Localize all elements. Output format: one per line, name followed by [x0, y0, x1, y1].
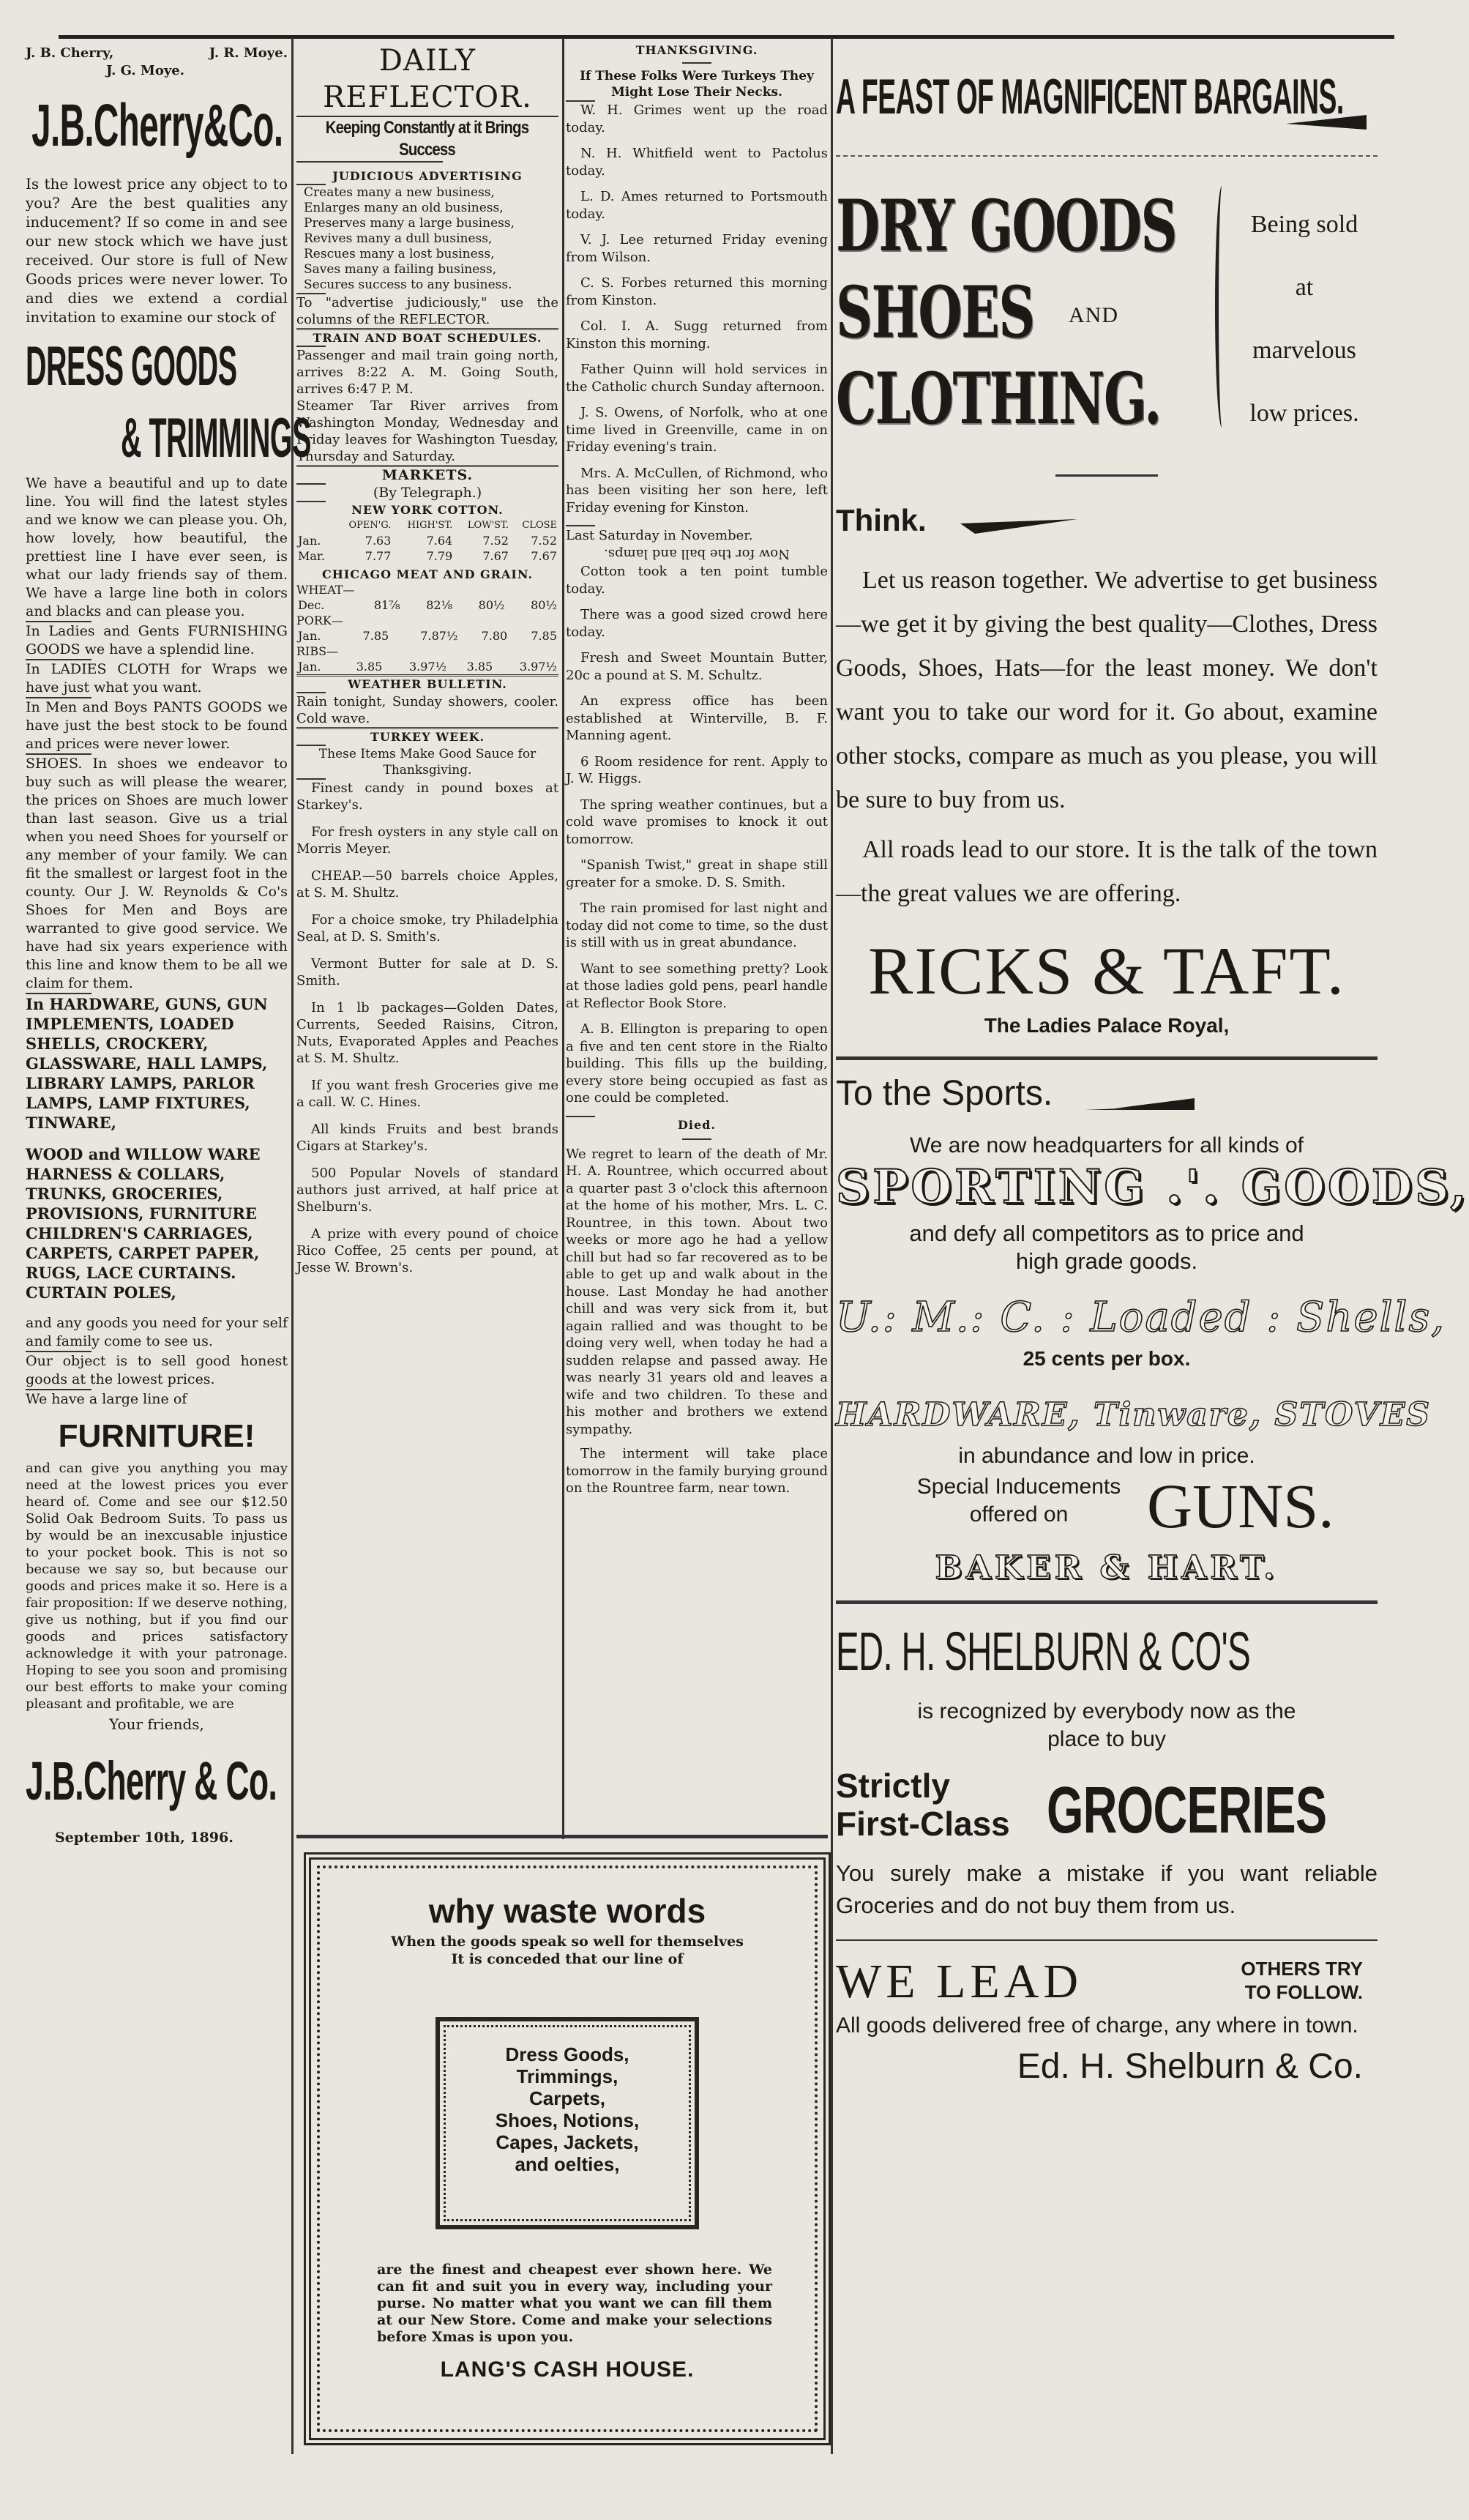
- advertising-line: Revives many a dull business,: [304, 231, 493, 246]
- turkey-heading: TURKEY WEEK.: [370, 730, 485, 744]
- died-heading: Died.: [678, 1117, 716, 1132]
- advertising-lines: [296, 185, 558, 293]
- local-item: Cotton took a ten point tumble today.: [566, 564, 828, 597]
- lang-advert-frame: [304, 1852, 831, 2445]
- local-item: Col. I. A. Sugg returned from Kinston this morning.: [566, 318, 828, 351]
- shoes-heading: SHOES: [836, 271, 1034, 354]
- table-row: [296, 597, 558, 613]
- pants-text: In Men and Boys PANTS GOODS we have just the best stock to be found and prices were never lower.: [26, 699, 288, 752]
- ribs-label: RIBS—: [296, 644, 339, 658]
- baker-hart: BAKER & HART.: [935, 1549, 1279, 1587]
- advertising-line: Secures success to any business.: [304, 277, 512, 292]
- weather-heading: WEATHER BULLETIN.: [348, 677, 507, 691]
- turkey-item: In 1 lb packages—Golden Dates, Currents, Seeded Raisins, Citron, Nuts, Evaporated Apples and Peaches at S. M. Shultz.: [296, 1000, 558, 1066]
- others-try: OTHERS TRY: [1241, 1958, 1363, 1980]
- think-text: Let us reason together. We advertise to get business—we get it by giving the best quality—Clothes, Dress Goods, Shoes, Hats—for the least money. We don't want you to take our word for it. Go about, examine other stocks, compare as much as you please, you will be sure to buy from us.: [836, 567, 1378, 813]
- wheat-table: [296, 597, 558, 613]
- table-cell: Jan.: [298, 660, 321, 674]
- turkey-item: A prize with every pound of choice Rico Coffee, 25 cents per pound, at Jesse W. Brown's.: [296, 1226, 558, 1275]
- being-sold-line: low prices.: [1249, 400, 1359, 427]
- being-sold-line: marvelous: [1252, 337, 1356, 364]
- local-item: An express office has been established at Winterville, B. F. Manning agent.: [566, 693, 828, 743]
- recognized-text: is recognized by everybody now as the place to buy: [917, 1699, 1296, 1751]
- we-lead-heading: WE LEAD: [836, 1955, 1083, 2008]
- hardware-stoves: HARDWARE, Tinware, STOVES: [836, 1396, 1432, 1434]
- staff-name-right: J. R. Moye.: [209, 45, 288, 61]
- pointer-icon: [1085, 1098, 1195, 1110]
- last-saturday: Last Saturday in November.: [566, 528, 753, 543]
- table-row: [296, 548, 558, 564]
- reflector-column: [296, 42, 558, 1829]
- local-item: Father Quinn will hold services in the Catholic church Sunday afternoon.: [566, 362, 828, 395]
- cherry-masthead: J.B.Cherry&Co.: [31, 92, 283, 159]
- brace: [1215, 186, 1229, 428]
- abundance-text: in abundance and low in price.: [958, 1444, 1255, 1468]
- lang-goods-item: Trimmings,: [516, 2065, 618, 2087]
- ricks-taft-name: RICKS & TAFT.: [868, 933, 1345, 1008]
- groceries-heading: GROCERIES: [1047, 1774, 1327, 1847]
- advertising-line: Preserves many a large business,: [304, 216, 515, 231]
- cotton-heading: NEW YORK COTTON.: [351, 503, 504, 517]
- rule: [836, 1939, 1378, 1941]
- table-cell: 3.85: [356, 660, 383, 674]
- pointer-icon: [960, 519, 1077, 534]
- lang-goods-item: and oelties,: [515, 2153, 620, 2175]
- local-item: The spring weather continues, but a cold wave promises to knock it out tomorrow.: [566, 797, 828, 847]
- turkey-items: [296, 780, 558, 1276]
- table-cell: 7.64: [426, 534, 453, 548]
- local-item: Fresh and Sweet Mountain Butter, 20c a pound at S. M. Schultz.: [566, 650, 828, 683]
- markets-heading: MARKETS.: [381, 467, 474, 483]
- think-heading: Think.: [836, 503, 927, 537]
- turkey-item: Vermont Butter for sale at D. S. Smith.: [296, 956, 558, 988]
- thanksgiving-column: [566, 42, 828, 1829]
- clothing-heading: CLOTHING.: [836, 357, 1161, 440]
- dress-goods-heading: DRESS GOODS: [26, 335, 237, 398]
- table-cell: 7.67: [531, 549, 557, 563]
- shelburn-signature: Ed. H. Shelburn & Co.: [1017, 2047, 1363, 2086]
- local-item: 6 Room residence for rent. Apply to J. W. Higgs.: [566, 753, 828, 786]
- thanksgiving-heading: THANKSGIVING.: [635, 43, 758, 57]
- train-heading: TRAIN AND BOAT SCHEDULES.: [313, 331, 542, 345]
- table-cell: 7.85: [362, 629, 389, 643]
- wheat-label: WHEAT—: [296, 583, 355, 597]
- lang-top-rule: [296, 1835, 828, 1838]
- hardware-list: In HARDWARE, GUNS, GUN IMPLEMENTS, LOADED SHELLS, CROCKERY, GLASSWARE, HALL LAMPS, LIBRARY LAMPS, PARLOR LAMPS, LAMP FIXTURES, TINWARE,: [26, 995, 268, 1132]
- local-item: "Spanish Twist," great in shape still greater for a smoke. D. S. Smith.: [566, 857, 828, 890]
- lang-name: LANG'S CASH HOUSE.: [440, 2357, 695, 2382]
- advertising-line: Saves many a failing business,: [304, 262, 497, 277]
- lang-inner-frame: [436, 2017, 699, 2229]
- local-item: N. H. Whitfield went to Pactolus today.: [566, 146, 828, 179]
- first-class-text: First-Class: [836, 1805, 1010, 1843]
- lang-sub2: It is conceded that our line of: [451, 1951, 684, 1967]
- table-cell: 7.79: [426, 549, 453, 563]
- turkey-item: If you want fresh Groceries give me a call. W. C. Hines.: [296, 1078, 558, 1110]
- separator: [682, 1138, 711, 1140]
- column-rule-3: [831, 38, 833, 2454]
- chicago-heading: CHICAGO MEAT AND GRAIN.: [321, 567, 534, 581]
- turkey-sub: These Items Make Good Sauce for Thanksgiving.: [318, 747, 537, 778]
- table-cell: 7.77: [365, 549, 392, 563]
- staff-name-left: J. B. Cherry,: [26, 45, 114, 61]
- reflector-motto: Keeping Constantly at it Brings Success: [325, 118, 529, 160]
- column-rule-2: [562, 38, 564, 1839]
- any-goods-text: and any goods you need for your self and family come to see us.: [26, 1315, 288, 1349]
- wood-list: WOOD and WILLOW WARE HARNESS & COLLARS, TRUNKS, GROCERIES, PROVISIONS, FURNITURE CHILDREN'S CARRIAGES, CARPETS, CARPET PAPER, RUGS, LACE CURTAINS. CURTAIN POLES,: [26, 1145, 261, 1302]
- guns-heading: GUNS.: [1147, 1471, 1334, 1541]
- table-row: [296, 659, 558, 674]
- advertising-line: Creates many a new business,: [304, 185, 495, 200]
- ricks-taft-goods: [836, 186, 1378, 464]
- separator: [682, 62, 711, 64]
- being-sold-line: Being sold: [1250, 211, 1358, 238]
- lang-body: are the finest and cheapest ever shown here. We can fit and suit you in every way, including your purse. No matter what you want we can fill them at our New Store. Come and make your selections before Xmas is upon you.: [377, 2262, 772, 2345]
- advertise-note: To "advertise judiciously," use the columns of the REFLECTOR.: [296, 295, 558, 327]
- pointer-icon: [1286, 115, 1367, 130]
- thanksgiving-items: [566, 102, 828, 516]
- dry-goods-heading: DRY GOODS: [836, 184, 1177, 267]
- local-item: W. H. Grimes went up the road today.: [566, 102, 828, 135]
- lang-goods-item: Shoes, Notions,: [495, 2109, 640, 2131]
- furniture-heading: FURNITURE!: [58, 1418, 255, 1454]
- sporting-goods-heading: SPORTING .'. GOODS,: [836, 1160, 1469, 1215]
- interment-text: The interment will take place tomorrow in the family burying ground on the Rountree farm, near town.: [566, 1446, 828, 1496]
- table-cell: 3.97½: [408, 660, 447, 674]
- cotton-table: [296, 518, 558, 564]
- rule: [836, 1056, 1378, 1060]
- trimmings-heading: & TRIMMINGS: [121, 407, 311, 469]
- staff-name-center: J. G. Moye.: [106, 63, 185, 78]
- cherry-signature: J.B.Cherry & Co.: [26, 1751, 277, 1811]
- table-row: [296, 533, 558, 548]
- right-adverts: [836, 45, 1469, 2461]
- table-cell: 7.52: [531, 534, 557, 548]
- top-rule: [59, 35, 1394, 39]
- table-cell: 7.87½: [420, 629, 458, 643]
- local-item: L. D. Ames returned to Portsmouth today.: [566, 189, 828, 222]
- local-item: The rain promised for last night and today did not come to time, so the dust is still with us in great abundance.: [566, 901, 828, 950]
- pork-table: [296, 628, 558, 644]
- lang-goods-item: Dress Goods,: [505, 2043, 629, 2065]
- upside-down-line: Now for the ball and lamps.: [604, 546, 790, 562]
- ribs-table: [296, 659, 558, 674]
- table-cell: 82⅛: [426, 598, 453, 612]
- cloth-text: In LADIES CLOTH for Wraps we have just what you want.: [26, 661, 288, 696]
- steamer-text: Steamer Tar River arrives from Washington Monday, Wednesday and Friday leaves for Washington Tuesday, Thursday and Saturday.: [296, 398, 558, 464]
- turkey-item: For fresh oysters in any style call on Morris Meyer.: [296, 824, 558, 857]
- local-item: C. S. Forbes returned this morning from Kinston.: [566, 275, 828, 308]
- rule: [1055, 474, 1158, 477]
- table-cell: 7.67: [482, 549, 509, 563]
- table-cell: Mar.: [298, 549, 325, 563]
- column-rule-1: [291, 38, 294, 2454]
- markets-sub: (By Telegraph.): [373, 485, 482, 501]
- furnishing-text: In Ladies and Gents FURNISHING GOODS we have a splendid line.: [26, 623, 288, 657]
- cents-per-box: 25 cents per box.: [1023, 1347, 1191, 1370]
- advertising-heading: JUDICIOUS ADVERTISING: [332, 169, 523, 183]
- column-header: CLOSE: [522, 520, 557, 531]
- local-item: J. S. Owens, of Norfolk, who at one time lived in Greenville, came in on Friday evening's train.: [566, 405, 828, 455]
- friends-text: Your friends,: [109, 1715, 204, 1733]
- lang-goods-list: [455, 2043, 680, 2175]
- lang-goods-item: Carpets,: [528, 2087, 606, 2109]
- turkey-item: Finest candy in pound boxes at Starkey's.: [296, 780, 558, 813]
- table-cell: 80½: [478, 598, 505, 612]
- large-line-text: We have a large line of: [26, 1391, 187, 1407]
- local-item: V. J. Lee returned Friday evening from Wilson.: [566, 232, 828, 265]
- turkey-item: CHEAP.—50 barrels choice Apples, at S. M. Shultz.: [296, 868, 558, 901]
- table-cell: 3.85: [466, 660, 493, 674]
- table-cell: 7.85: [531, 629, 557, 643]
- being-sold-line: at: [1295, 274, 1314, 301]
- table-header-row: [296, 518, 558, 533]
- pork-label: PORK—: [296, 614, 343, 627]
- thanksgiving-sub: If These Folks Were Turkeys They Might Lose Their Necks.: [580, 69, 814, 100]
- special-inducements: Special Inducements: [916, 1475, 1121, 1499]
- local-items: [566, 563, 828, 1107]
- local-item: There was a good sized crowd here today.: [566, 607, 828, 640]
- mistake-text: You surely make a mistake if you want reliable Groceries and do not buy them from us.: [836, 1860, 1378, 1918]
- umc-shells: U.: M.: C. : Loaded : Shells,: [836, 1294, 1446, 1341]
- table-cell: 80½: [531, 598, 557, 612]
- date-line: September 10th, 1896.: [55, 1830, 233, 1846]
- shoes-text: SHOES. In shoes we endeavor to buy such as will please the wearer, the prices on Shoes are much lower than last season. Give us a trial when you need Shoes for yourself or any member of your family. We can fit the smallest or largest foot in the county. Our J. W. Reynolds & Co's Shoes for Men and Boys are warranted to give good service. We have had six years experience with this line and know them to be all we claim for them.: [26, 756, 288, 991]
- object-text: Our object is to sell good honest goods at the lowest prices.: [26, 1353, 288, 1387]
- being-sold-text: [1231, 193, 1378, 445]
- shelburn-heading: ED. H. SHELBURN & CO'S: [836, 1621, 1251, 1682]
- table-cell: Jan.: [298, 534, 321, 548]
- advertising-line: Enlarges many an old business,: [304, 201, 504, 215]
- table-cell: 81⅞: [373, 598, 400, 612]
- advertising-line: Rescues many a lost business,: [304, 247, 495, 261]
- column-header: HIGH'ST.: [407, 520, 453, 531]
- table-cell: 3.97½: [519, 660, 557, 674]
- column-header: OPEN'G.: [348, 520, 392, 531]
- lang-title: why waste words: [428, 1892, 706, 1930]
- defy-text: and defy all competitors as to price and high grade goods.: [909, 1220, 1304, 1274]
- table-cell: 7.63: [365, 534, 392, 548]
- table-row: [296, 628, 558, 644]
- rule: [836, 1600, 1378, 1604]
- offered-on: offered on: [969, 1502, 1069, 1526]
- separator: [296, 161, 443, 163]
- table-cell: Jan.: [298, 629, 321, 643]
- trimmings-text: We have a beautiful and up to date line. You will find the latest styles and we know we can please you. Oh, how lovely, how beautiful, the prettiest line I have ever seen, is what our lady friends say of them. We have a large line both in colors and blacks and can please you.: [26, 475, 288, 619]
- delivered-text: All goods delivered free of charge, any where in town.: [836, 2013, 1358, 2038]
- sports-heading: To the Sports.: [836, 1074, 1053, 1113]
- turkey-item: 500 Popular Novels of standard authors just arrived, at half price at Shelburn's.: [296, 1166, 558, 1215]
- headquarters-text: We are now headquarters for all kinds of: [909, 1133, 1304, 1158]
- local-item: Want to see something pretty? Look at those ladies gold pens, pearl handle at Reflector Book Store.: [566, 961, 828, 1011]
- local-item: A. B. Ellington is preparing to open a five and ten cent store in the Rialto building. This fills up the building, every store being occupied as fast as one could be completed.: [566, 1021, 828, 1106]
- ladies-palace: The Ladies Palace Royal,: [984, 1014, 1230, 1037]
- table-cell: Dec.: [298, 598, 325, 612]
- column-header: [296, 518, 334, 533]
- local-item: Mrs. A. McCullen, of Richmond, who has been visiting her son here, left Friday evening for Kinston.: [566, 465, 828, 515]
- died-text: We regret to learn of the death of Mr. H. A. Rountree, which occurred about a quarter past 3 o'clock this afternoon at the home of his mother, Mrs. L. C. Rountree, in this town. About two weeks or more ago he had a yellow chill but had so far recovered as to be able to get up and walk about in the house. Last Monday he had another chill and was very sick from it, but again rallied and was thought to be doing very well, when today he had a sudden relapse and passed away. He was nearly 31 years old and leaves a wife and two children. To these and his mother and brothers we extend sympathy.: [566, 1146, 828, 1437]
- furniture-text: and can give you anything you may need at the lowest prices you ever heard of. Come and see our $12.50 Solid Oak Bedroom Suits. To pass us by would be an inexcusable injustice to your pocket book. This is not so because we say so, but because our goods and prices make it so. Here is a fair proposition: If we deserve nothing, give us nothing, but if you find our goods and prices satisfactory acknowledge it with your patronage. Hoping to see you soon and promising our best efforts to make your coming pleasant and profitable, we are: [26, 1461, 288, 1712]
- turkey-item: For a choice smoke, try Philadelphia Seal, at D. S. Smith's.: [296, 912, 558, 944]
- weather-text: Rain tonight, Sunday showers, cooler. Cold wave.: [296, 694, 558, 726]
- lang-sub1: When the goods speak so well for themselves: [391, 1934, 744, 1950]
- train-text: Passenger and mail train going north, arrives 8:22 A. M. Going South, arrives 6:47 P. M.: [296, 348, 558, 397]
- table-cell: 7.52: [482, 534, 509, 548]
- turkey-item: All kinds Fruits and best brands Cigars at Starkey's.: [296, 1122, 558, 1154]
- feast-heading: A FEAST OF MAGNIFICENT BARGAINS.: [836, 69, 1344, 124]
- rule: [836, 155, 1378, 157]
- cherry-intro: Is the lowest price any object to to you? Are the best qualities any inducement? If so come in and see our new stock which we have just received. Our store is full of New Goods prices were never lower. To and dies we extend a cordial invitation to examine our stock of: [26, 175, 288, 326]
- lang-goods-item: Capes, Jackets,: [496, 2131, 639, 2153]
- and-word: AND: [1069, 303, 1118, 327]
- reflector-title: DAILY REFLECTOR.: [323, 44, 532, 114]
- column-header: LOW'ST.: [467, 520, 509, 531]
- roads-text: All roads lead to our store. It is the talk of the town—the great values we are offering.: [836, 836, 1378, 907]
- table-cell: 7.80: [481, 629, 508, 643]
- strictly-text: Strictly: [836, 1767, 950, 1805]
- to-follow: TO FOLLOW.: [1244, 1981, 1363, 2003]
